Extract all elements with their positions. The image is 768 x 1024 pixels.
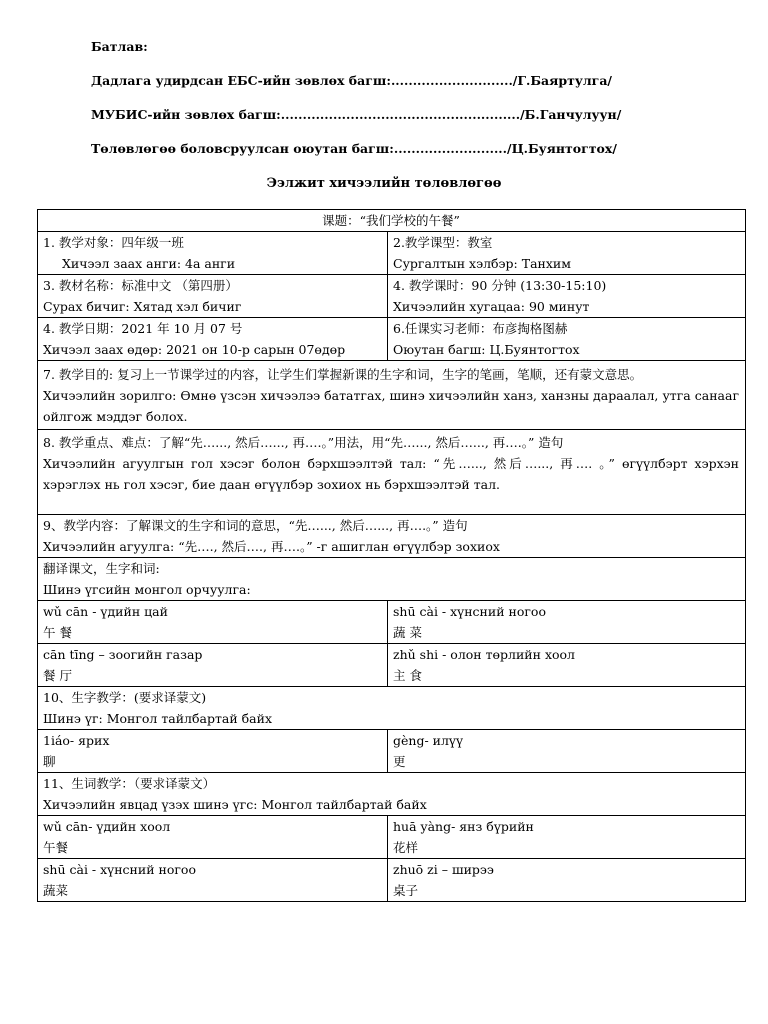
table-row [38,210,746,232]
teacher-cn: 6.任课实习老师：布彦掏格图赫 [393,321,568,336]
vocab-pinyin: huā yàng- янз бүрийн [393,819,534,834]
table-row [38,361,746,430]
vocab-pinyin: zhǔ shi - олон төрлийн хоол [393,647,575,662]
section11-mn: Хичээлийн явцад үзэх шинэ үгс: Монгол тайлбартай байх [43,797,427,812]
date-cn: 4. 教学日期：2021 年 10 月 07 号 [43,321,243,336]
translate-cell [38,558,746,601]
vocab-hanzi: 聊 [43,754,56,769]
lesson-type-cn: 2.教学课型：教室 [393,235,493,250]
content-cn: 9、教学内容：了解课文的生字和词的意思，“先…..., 然后…..., 再….。” 造句 [43,518,468,533]
content-cell [38,515,746,558]
table-row [38,275,746,318]
table-row [38,318,746,361]
vocab-cell [388,644,746,687]
blank-space [43,495,739,514]
focus-cn: 8. 教学重点、难点：了解“先…..., 然后…..., 再….。”用法，用“先…..., 然后…..., 再….。” 造句 [43,435,564,450]
vocab-pinyin: 1iáo- ярих [43,733,110,748]
vocab-pinyin: wǔ cān- үдийн хоол [43,819,171,834]
vocab-cell [388,816,746,859]
vocab-hanzi: 桌子 [393,883,419,898]
date-mn: Хичээл заах өдөр: 2021 он 10-р сарын 07өдөр [43,342,346,357]
lesson-type-mn: Сургалтын хэлбэр: Танхим [393,256,571,271]
vocab-hanzi: 更 [393,754,406,769]
lesson-plan-table [37,209,746,902]
approver-line-teacher: Дадлага удирдсан ЕБС-ийн зөвлөх багш:............................/Г.Баяртулга/ [91,73,612,88]
duration-cn: 4. 教学课时：90 分钟 (13:30-15:10) [393,278,607,293]
translate-cn: 翻译课文，生字和词: [43,561,160,576]
table-row [38,601,746,644]
vocab-cell [388,859,746,902]
vocab-cell [388,730,746,773]
vocab-cell [38,859,388,902]
vocab-pinyin: wǔ cān - үдийн цай [43,604,168,619]
section10-cell [38,687,746,730]
section11-cell [38,773,746,816]
table-row [38,232,746,275]
goal-cell [38,361,746,430]
vocab-hanzi: 蔬菜 [43,883,69,898]
lesson-type-cell [388,232,746,275]
table-row [38,859,746,902]
date-cell [38,318,388,361]
section10-cn: 10、生字教学：(要求译蒙文) [43,690,207,705]
duration-cell [388,275,746,318]
vocab-hanzi: 餐 厅 [43,668,72,683]
textbook-cn: 3. 教材名称：标准中文 （第四册） [43,278,238,293]
table-row [38,773,746,816]
section10-mn: Шинэ үг: Монгол тайлбартай байх [43,711,272,726]
duration-mn: Хичээлийн хугацаа: 90 минут [393,299,590,314]
vocab-cell [38,644,388,687]
vocab-hanzi: 主 食 [393,668,422,683]
vocab-pinyin: shū cài - хүнсний ногоо [393,604,546,619]
table-row [38,687,746,730]
section11-cn: 11、生词教学：（要求译蒙文） [43,776,216,791]
approver-line-university: МУБИС-ийн зөвлөх багш:......................................................./Б.Ганчулуун/ [91,107,622,122]
content-mn: Хичээлийн агуулга: “先…., 然后…., 再….。” -г ашиглан өгүүлбэр зохиох [43,539,500,554]
vocab-cell [388,601,746,644]
vocab-hanzi: 蔬 菜 [393,625,422,640]
class-mn: Хичээл заах анги: 4а анги [62,256,236,271]
vocab-cell [38,816,388,859]
focus-mn: Хичээлийн агуулгын гол хэсэг болон бэрхшээлтэй тал: “先…..., 然后…..., 再…. 。” өгүүлбэрт хэрхэн хэрэглэх нь гол хэсэг, бие даан өгүүлбэр зохиох нь бэрхшээлтэй тал. [43,456,739,492]
vocab-pinyin: gèng- илүү [393,733,464,748]
table-row [38,430,746,515]
vocab-cell [38,730,388,773]
table-row [38,816,746,859]
vocab-pinyin: cān tīng – зоогийн газар [43,647,203,662]
focus-cell [38,430,746,515]
class-cn: 1. 教学对象：四年级一班 [43,235,184,250]
vocab-hanzi: 花样 [393,840,419,855]
table-row [38,558,746,601]
topic-cell [38,210,746,232]
vocab-hanzi: 午 餐 [43,625,72,640]
textbook-mn: Сурах бичиг: Хятад хэл бичиг [43,299,242,314]
vocab-hanzi: 午餐 [43,840,69,855]
vocab-cell [38,601,388,644]
vocab-pinyin: zhuō zi – ширээ [393,862,494,877]
table-row [38,515,746,558]
goal-cn: 7. 教学目的: 复习上一节课学过的内容，让学生们掌握新课的生字和词，生字的笔画，笔顺，还有蒙文意思。 [43,367,643,382]
approve-label: Батлав: [91,39,148,54]
table-row [38,730,746,773]
approver-line-student: Төлөвлөгөө боловсруулсан оюутан багш:........................../Ц.Буянтогтох/ [91,141,617,156]
goal-mn: Хичээлийн зорилго: Өмнө үзсэн хичээлээ бататгах, шинэ хичээлийн ханз, ханзны дараалал, утга санааг ойлгож мэддэг болох. [43,388,739,424]
teacher-mn: Оюутан багш: Ц.Буянтогтох [393,342,580,357]
textbook-cell [38,275,388,318]
class-cell [38,232,388,275]
translate-mn: Шинэ үгсийн монгол орчуулга: [43,582,251,597]
page-title: Ээлжит хичээлийн төлөвлөгөө [266,176,502,191]
teacher-cell [388,318,746,361]
vocab-pinyin: shū cài - хүнсний ногоо [43,862,196,877]
table-row [38,644,746,687]
topic-title: 课题：“我们学校的午餐” [322,213,460,228]
